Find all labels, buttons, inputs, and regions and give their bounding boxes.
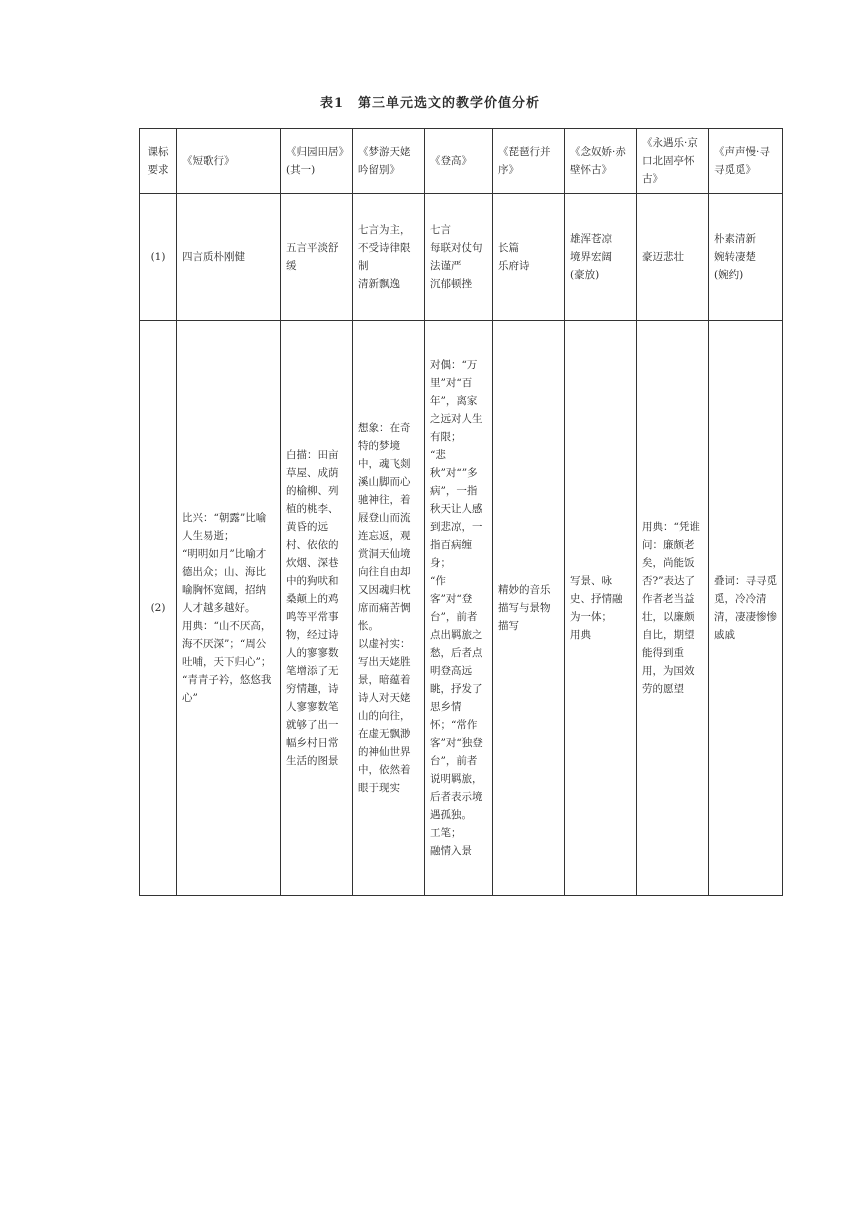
- table-cell: 写景、咏史、抒情融为一体； 用典: [565, 321, 637, 896]
- table-cell: 用典：“凭谁问：廉颇老矣，尚能饭否?”表达了作者老当益壮，以廉颇自比，期望能得到重用，为国效劳的愿望: [637, 321, 709, 896]
- header-cell-guiyuantianju: 《归园田居》(其一): [281, 129, 353, 194]
- table-cell: 比兴：“朝露”比喻人生易逝； “明明如月”比喻才德出众；山、海比喻胸怀宽阔，招纳人才越多越好。 用典：“山不厌高，海不厌深”；“周公吐哺，天下归心”； “青青子衿，悠悠我心”: [177, 321, 281, 896]
- header-cell-pipaxing: 《琵琶行并序》: [493, 129, 565, 194]
- table-cell: 精妙的音乐描写与景物描写: [493, 321, 565, 896]
- table-row: [140, 194, 783, 321]
- header-cell-duangexing: 《短歌行》: [177, 129, 281, 194]
- table-cell: 四言质朴刚健: [177, 194, 281, 321]
- table-row: [140, 321, 783, 896]
- table-cell: 想象：在奇特的梦境中，魂飞剡溪山脚而心驰神往，着屐登山而流连忘返，观赏洞天仙境向往自由却又因魂归枕席而痛苦惆怅。 以虚衬实：写出天姥胜景，暗蕴着诗人对天姥山的向往，在虚无飘渺的神仙世界中，依然着眼于现实: [353, 321, 425, 896]
- table-caption: 表1 第三单元选文的教学价值分析: [319, 96, 541, 111]
- header-cell-mengyou: 《梦游天姥吟留别》: [353, 129, 425, 194]
- header-cell-yongyule: 《永遇乐·京口北固亭怀古》: [637, 129, 709, 194]
- table-cell: 叠词：寻寻觅觅，冷冷清清，凄凄惨惨戚戚: [709, 321, 783, 896]
- table-cell: 豪迈悲壮: [637, 194, 709, 321]
- header-cell-shengshengman: 《声声慢·寻寻觅觅》: [709, 129, 783, 194]
- table-cell: 五言平淡舒缓: [281, 194, 353, 321]
- table-cell: 七言 每联对仗句法谨严 沉郁顿挫: [425, 194, 493, 321]
- row-label: (2): [140, 321, 177, 896]
- header-cell-denggao: 《登高》: [425, 129, 493, 194]
- table-cell: 对偶：“万里”对“百年”，离家之远对人生有限； “悲秋”对“”多病”，一指秋天让人感到悲凉，一指百病缠身； “作客”对“登台”，前者点出羁旅之愁，后者点明登高远眺，抒发了思乡情怀；“常作客”对“独登台”，前者说明羁旅，后者表示境遇孤独。 工笔； 融情入景: [425, 321, 493, 896]
- table-cell: 雄浑苍凉 境界宏阔 (豪放): [565, 194, 637, 321]
- table-header-row: [140, 129, 783, 194]
- table-cell: 白描：田亩草屋、成荫的榆柳、列植的桃李、黄昏的远村、依依的炊烟、深巷中的狗吠和桑颠上的鸡鸣等平常事物，经过诗人的寥寥数笔增添了无穷情趣，诗人寥寥数笔就够了出一幅乡村日常生活的图景: [281, 321, 353, 896]
- table-cell: 朴素清新 婉转凄楚 (婉约): [709, 194, 783, 321]
- row-label: (1): [140, 194, 177, 321]
- table-cell: 长篇 乐府诗: [493, 194, 565, 321]
- header-cell-niannujiao: 《念奴娇·赤壁怀古》: [565, 129, 637, 194]
- analysis-table: [139, 128, 783, 896]
- header-cell-requirement: 课标要求: [140, 129, 177, 194]
- table-cell: 七言为主，不受诗律限制 清新飘逸: [353, 194, 425, 321]
